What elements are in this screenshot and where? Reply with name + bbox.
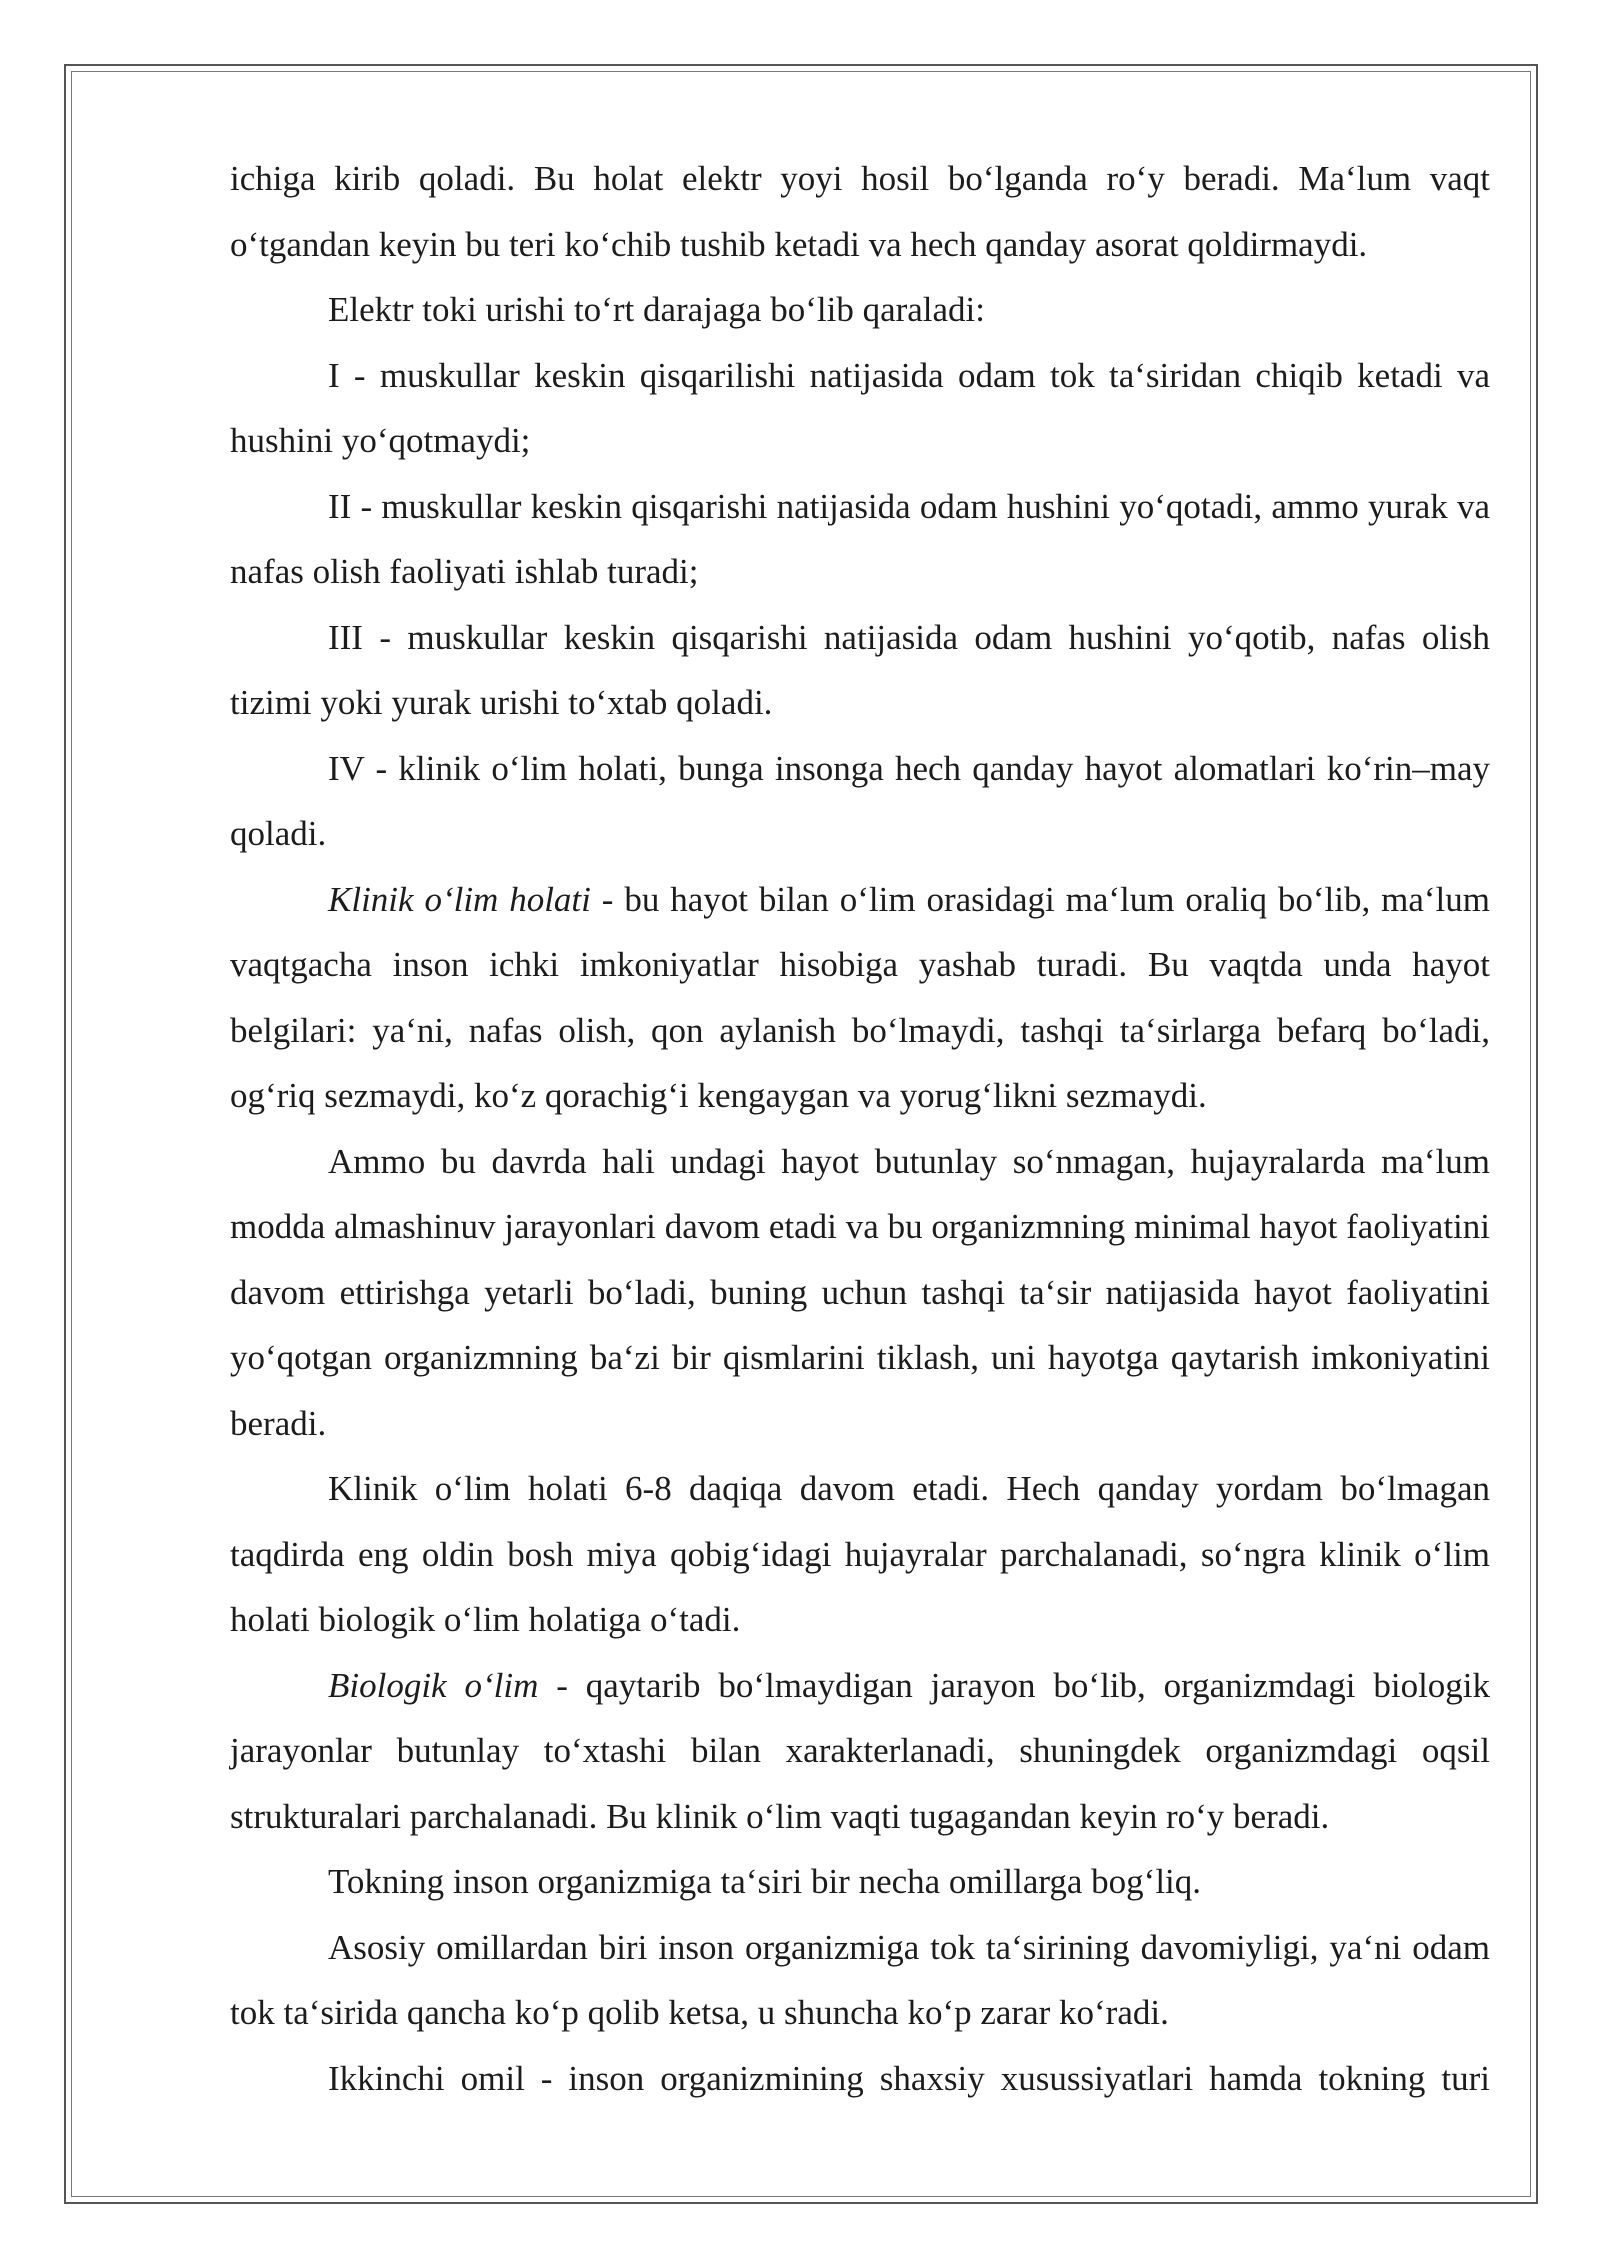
paragraph [230, 277, 1490, 343]
text-run: Ammo bu davrda hali undagi hayot butunlay so‘nmagan, hujayralarda ma‘lum modda almashinuv jarayonlari davom etadi va bu organizmning minimal hayot faoliyatini davom ettirishga yetarli bo‘ladi, buning uchun tashqi ta‘sir natijasida hayot faoliyatini yo‘qotgan organizmning ba‘zi bir qismlarini tiklash, uni hayotga qaytarish imkoniyatini beradi. [230, 1141, 1490, 1443]
text-run: Klinik o‘lim holati 6-8 daqiqa davom etadi. Hech qanday yordam bo‘lmagan taqdirda eng oldin bosh miya qobig‘idagi hujayralar parchalanadi, so‘ngra klinik o‘lim holati biologik o‘lim holatiga o‘tadi. [230, 1469, 1490, 1639]
paragraph [230, 1849, 1490, 1915]
paragraph [230, 736, 1490, 867]
paragraph [230, 343, 1490, 474]
text-run: Tokning inson organizmiga ta‘siri bir necha omillarga bog‘liq. [328, 1862, 1202, 1901]
paragraph [230, 605, 1490, 736]
paragraph [230, 867, 1490, 1129]
paragraph [230, 146, 1490, 277]
text-run: Ikkinchi omil - inson organizmining shaxsiy xusussiyatlari hamda tokning turi [328, 2058, 1490, 2098]
text-run: I - muskullar keskin qisqarilishi natijasida odam tok ta‘siridan chiqib ketadi va hushini yo‘qotmaydi; [230, 355, 1490, 460]
text-run: Elektr toki urishi to‘rt darajaga bo‘lib qaraladi: [328, 290, 986, 329]
text-run: IV - klinik o‘lim holati, bunga insonga hech qanday hayot alomatlari ko‘rin–may qoladi. [230, 748, 1490, 853]
text-run: III - muskullar keskin qisqarishi natijasida odam hushini yo‘qotib, nafas olish tizimi yoki yurak urishi to‘xtab qoladi. [230, 617, 1490, 722]
paragraph [230, 1129, 1490, 1457]
document-body [230, 146, 1490, 2111]
paragraph [230, 2046, 1490, 2112]
italic-term: Biologik o‘lim [328, 1665, 539, 1705]
text-run: Asosiy omillardan biri inson organizmiga tok ta‘sirining davomiyligi, ya‘ni odam tok ta‘sirida qancha ko‘p qolib ketsa, u shuncha ko‘p zarar ko‘radi. [230, 1927, 1490, 2032]
paragraph [230, 1915, 1490, 2046]
paragraph [230, 474, 1490, 605]
text-run: II - muskullar keskin qisqarishi natijasida odam hushini yo‘qotadi, ammo yurak va nafas olish faoliyati ishlab turadi; [230, 486, 1490, 591]
paragraph [230, 1456, 1490, 1653]
text-run: ichiga kirib qoladi. Bu holat elektr yoyi hosil bo‘lganda ro‘y beradi. Ma‘lum vaqt o‘tgandan keyin bu teri ko‘chib tushib ketadi va hech qanday asorat qoldirmaydi. [230, 159, 1490, 264]
text-run: - bu hayot bilan o‘lim orasidagi ma‘lum oraliq bo‘lib, ma‘lum vaqtgacha inson ichki imkoniyatlar hisobiga yashab turadi. Bu vaqtda unda hayot belgilari: ya‘ni, nafas olish, qon aylanish bo‘lmaydi, tashqi ta‘sirlarga befarq bo‘ladi, og‘riq sezmaydi, ko‘z qorachig‘i kengaygan va yorug‘likni sezmaydi. [230, 879, 1491, 1115]
paragraph [230, 1653, 1490, 1850]
text-run: - qaytarib bo‘lmaydigan jarayon bo‘lib, organizmdagi biologik jarayonlar butunlay to‘xtashi bilan xarakterlanadi, shuningdek organizmdagi oqsil strukturalari parchalanadi. Bu klinik o‘lim vaqti tugagandan keyin ro‘y beradi. [230, 1665, 1491, 1836]
italic-term: Klinik o‘lim holati [328, 879, 591, 919]
